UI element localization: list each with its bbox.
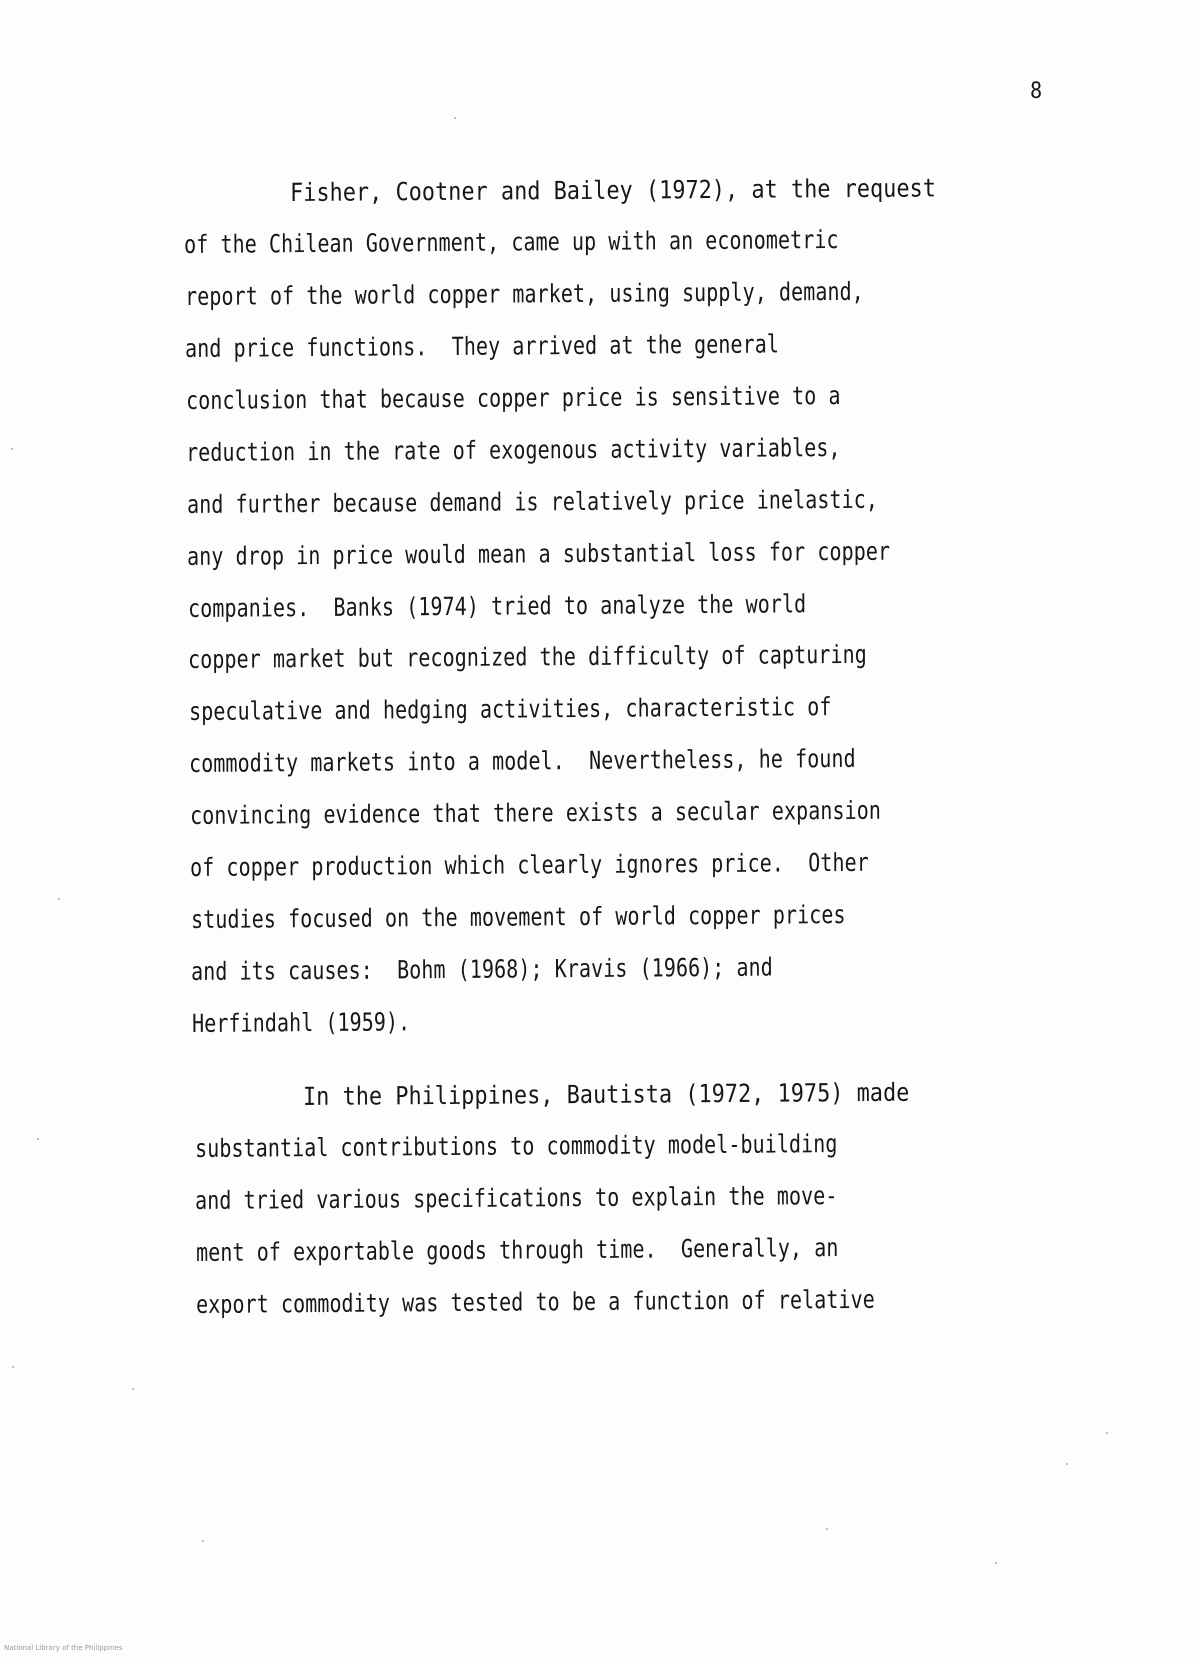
scan-speck xyxy=(826,1528,828,1530)
paragraph-line: In the Philippines, Bautista (1972, 1975) made xyxy=(303,1077,910,1111)
paragraph-line: and price functions. They arrived at the general xyxy=(185,329,780,363)
paragraph-line: speculative and hedging activities, characteristic of xyxy=(189,692,832,726)
page-number: 8 xyxy=(1030,79,1043,104)
paragraph-line: commodity markets into a model. Nevertheless, he found xyxy=(189,743,856,778)
scan-speck xyxy=(1106,1432,1108,1434)
paragraph-line: substantial contributions to commodity model-building xyxy=(195,1129,838,1163)
paragraph-line: Herfindahl (1959). xyxy=(192,1007,411,1038)
scan-speck xyxy=(37,1138,39,1140)
paragraph-line: export commodity was tested to be a function of relative xyxy=(196,1284,875,1319)
paragraph-line: copper market but recognized the difficulty of capturing xyxy=(188,639,867,674)
paragraph-line: any drop in price would mean a substantial loss for copper xyxy=(187,536,891,571)
scan-speck xyxy=(454,117,456,119)
paragraph-line: and its causes: Bohm (1968); Kravis (1966); and xyxy=(191,952,773,986)
paragraph-line: of the Chilean Government, came up with an econometric xyxy=(184,225,839,259)
paragraph-line: reduction in the rate of exogenous activity variables, xyxy=(186,433,841,467)
scan-speck xyxy=(11,448,13,450)
scan-speck xyxy=(12,1366,14,1368)
paragraph-line: and further because demand is relatively price inelastic, xyxy=(187,484,879,519)
paragraph-line: convincing evidence that there exists a secular expansion xyxy=(190,795,882,830)
paragraph-line: ment of exportable goods through time. Generally, an xyxy=(196,1233,839,1267)
scan-speck xyxy=(1066,1463,1068,1465)
scan-speck xyxy=(995,1562,997,1564)
paragraph-line: and tried various specifications to explain the move- xyxy=(195,1181,838,1215)
scan-speck xyxy=(132,1388,134,1390)
scan-footer-note: National Library of the Philippines xyxy=(4,1644,123,1652)
scan-speck xyxy=(58,898,60,900)
paragraph-line: Fisher, Cootner and Bailey (1972), at the request xyxy=(290,173,937,207)
scan-speck xyxy=(202,1540,204,1542)
paragraph-line: report of the world copper market, using supply, demand, xyxy=(185,276,864,311)
paragraph-line: conclusion that because copper price is sensitive to a xyxy=(186,381,841,415)
paragraph-line: studies focused on the movement of world copper prices xyxy=(191,900,846,934)
paragraph-line: companies. Banks (1974) tried to analyze the world xyxy=(188,589,807,623)
paragraph-line: of copper production which clearly ignores price. Other xyxy=(190,847,869,882)
